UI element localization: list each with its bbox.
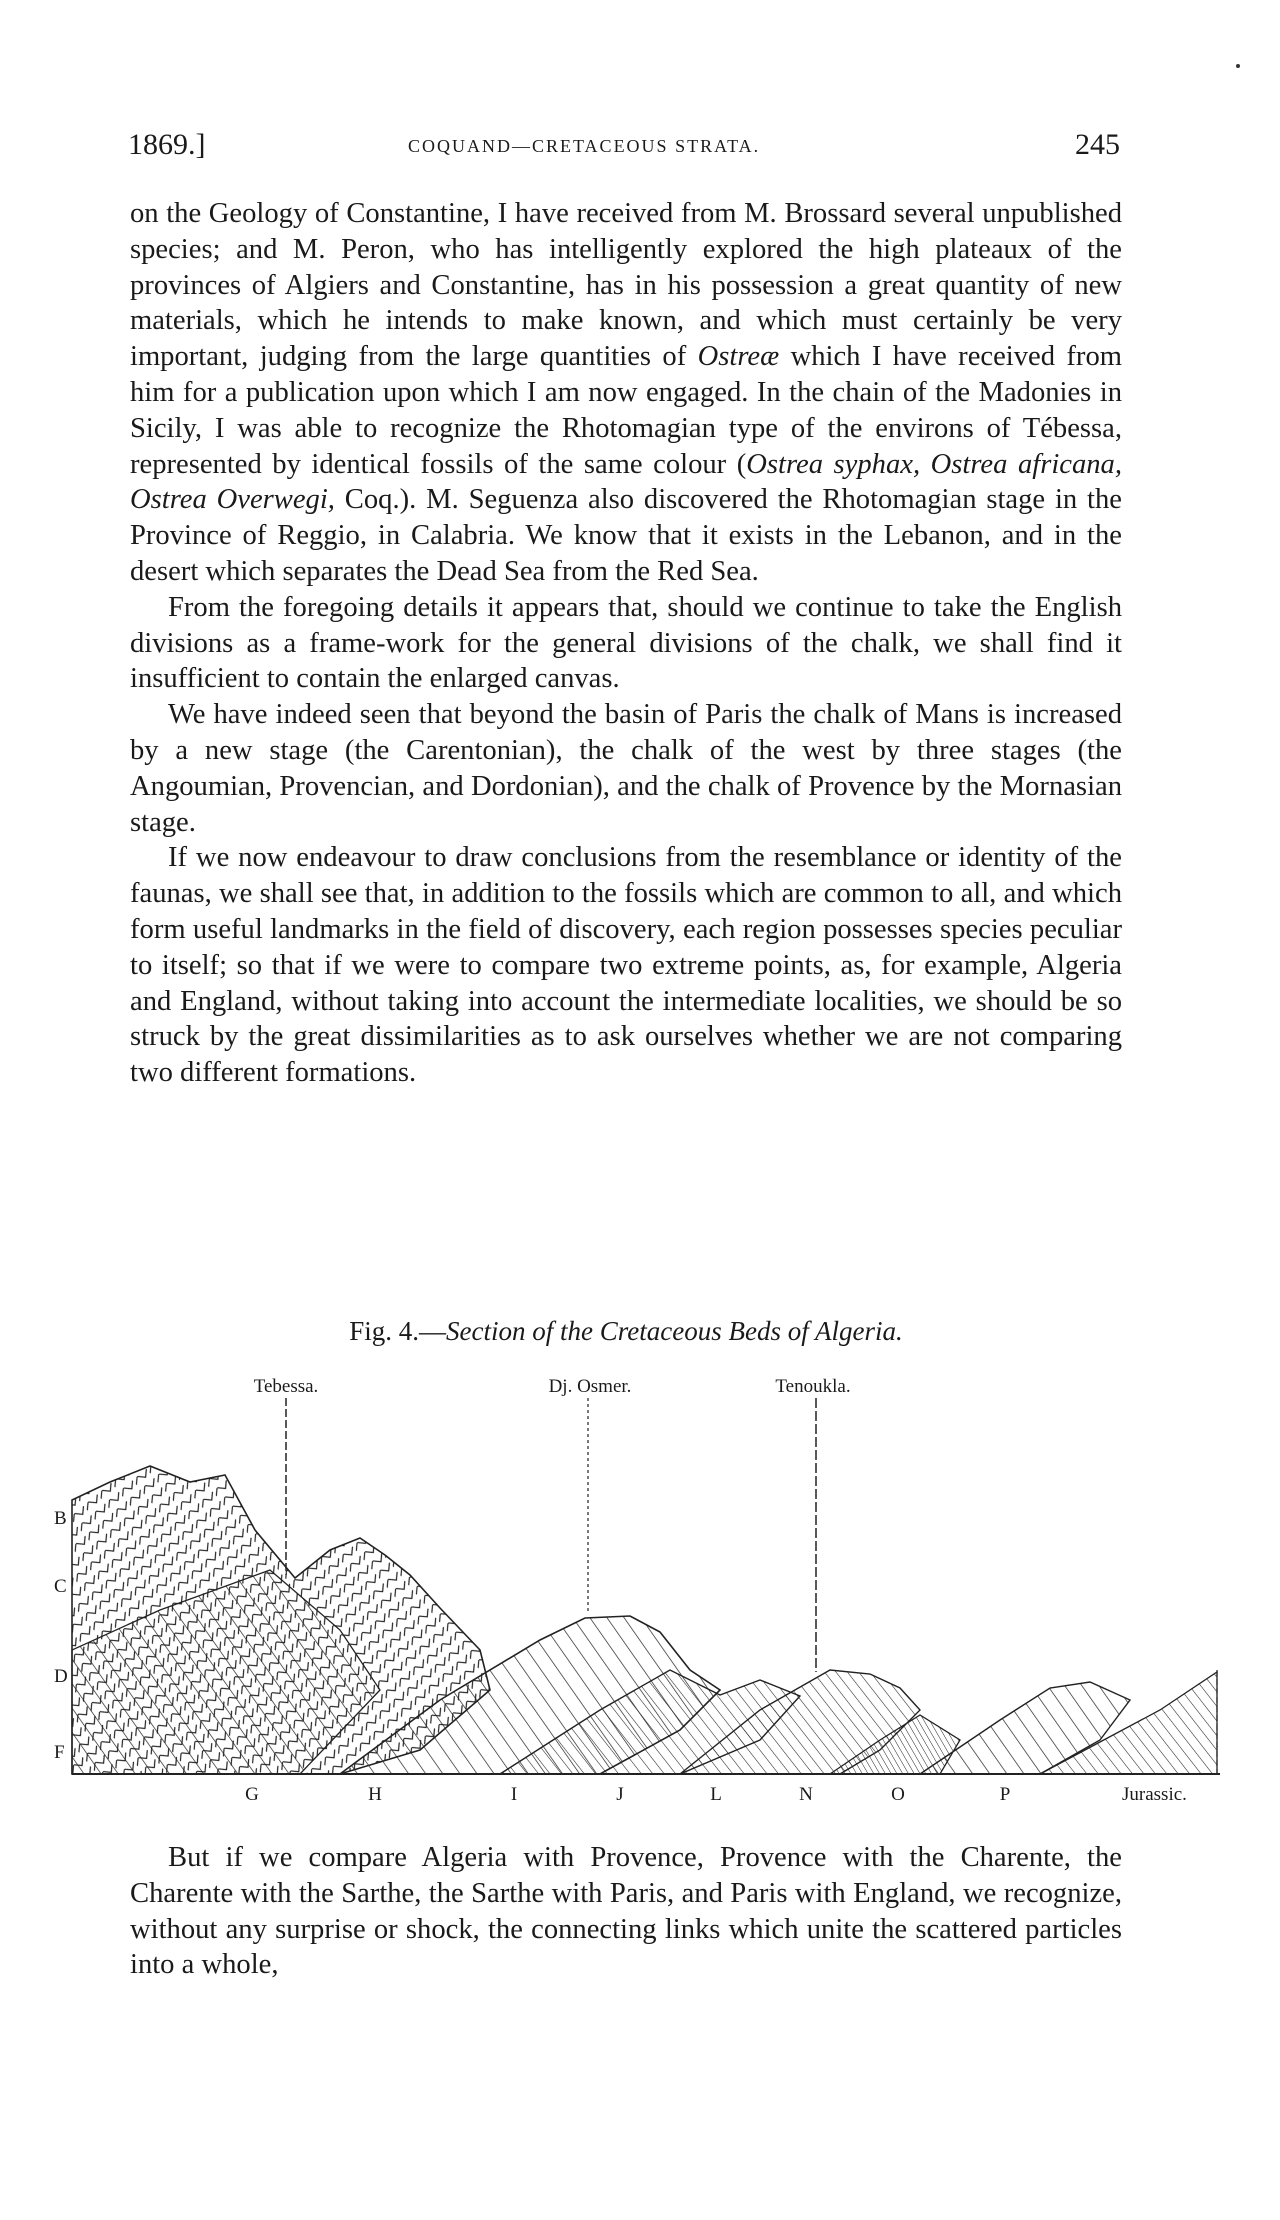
stratum-letter-h: H xyxy=(368,1784,382,1805)
figure-caption-prefix: Fig. 4.— xyxy=(349,1316,447,1346)
stratum-letter-b: B xyxy=(54,1508,67,1529)
text-run: If we now endeavour to draw conclusions from the resemblance or identity of the faunas, we shall see that, in addition to the fossils which are common to all, and which form useful landmarks in the field of discovery, each region possesses species peculiar to itself; so that if we were to compare two extreme points, as, for example, Algeria and England, without taking into account the intermediate localities, we should be so struck by the great dissimilarities as to ask ourselves whether we are not comparing two different formations. xyxy=(130,842,1122,1089)
stratum-letter-n: N xyxy=(799,1784,813,1805)
body-paragraph xyxy=(130,697,1122,840)
text-run: which I have received from him for a publication upon which I am now engaged. In the chain of the Madonies in Sicily, I was able to recognize the Rhotomagian type of the environs of Tébessa, represented by identical fossils of the same colour ( xyxy=(130,341,1122,480)
section-drawing xyxy=(40,1370,1240,1830)
jurassic-label: Jurassic. xyxy=(1122,1784,1187,1805)
figure-caption xyxy=(130,1316,1122,1347)
main-text xyxy=(130,196,1122,1091)
stratum-letter-i: I xyxy=(510,1784,518,1805)
stratum-letter-j: J xyxy=(616,1784,624,1805)
page-speck xyxy=(1236,64,1240,68)
stratum-letter-d: D xyxy=(54,1666,68,1687)
stratum-letter-l: L xyxy=(710,1784,722,1805)
closing-paragraph: But if we compare Algeria with Provence, Provence with the Charente, the Charente with the Sarthe, the Sarthe with Paris, and Paris with England, we recognize, without any surprise or shock, the connecting links which unite the scattered particles into a whole, xyxy=(130,1842,1122,1981)
page-number: 245 xyxy=(1075,128,1120,161)
running-head xyxy=(128,128,1120,168)
stratum-letter-f: F xyxy=(54,1742,65,1763)
body-paragraph xyxy=(130,840,1122,1091)
locality-label-osmer: Dj. Osmer. xyxy=(548,1376,632,1397)
figure-caption-title: Section of the Cretaceous Beds of Algeria. xyxy=(446,1316,903,1346)
text-run: From the foregoing details it appears that, should we continue to take the English divisions as a frame-work for the general divisions of the chalk, we shall find it insufficient to contain the enlarged canvas. xyxy=(130,591,1122,695)
locality-label-tenoukla: Tenoukla. xyxy=(775,1376,851,1397)
stratum-letter-o: O xyxy=(891,1784,905,1805)
text-run: on the Geology of Constantine, I have received from M. Brossard several unpublished species; and M. Peron, who has intelligently explored the high plateaux of the provinces of Algiers and Constantine, has in his possession a great quantity of new materials, which he intends to make known, and which must certainly be very important, judging from the large quantities of xyxy=(130,198,1122,373)
italic-term: Ostrea syphax, Ostrea africana, Ostrea Overwegi, xyxy=(130,448,1122,516)
stratum-letter-p: P xyxy=(999,1784,1011,1805)
body-paragraph xyxy=(130,196,1122,590)
geological-section-figure xyxy=(40,1370,1240,1830)
body-paragraph xyxy=(130,590,1122,697)
italic-term: Ostreæ xyxy=(697,341,780,373)
text-run: We have indeed seen that beyond the basin of Paris the chalk of Mans is increased by a new stage (the Carentonian), the chalk of the west by three stages (the Angoumian, Provencian, and Dordonian), and the chalk of Provence by the Mornasian stage. xyxy=(130,699,1122,838)
header-title: COQUAND—CRETACEOUS STRATA. xyxy=(408,136,761,156)
stratum-letter-g: G xyxy=(245,1784,259,1805)
locality-label-tebessa: Tebessa. xyxy=(253,1376,319,1397)
header-year: 1869.] xyxy=(128,128,206,161)
stratum-letter-c: C xyxy=(54,1576,67,1597)
text-run: Coq.). M. Seguenza also discovered the Rhotomagian stage in the Province of Reggio, in Calabria. We know that it exists in the Lebanon, and in the desert which separates the Dead Sea from the Red Sea. xyxy=(130,484,1122,587)
